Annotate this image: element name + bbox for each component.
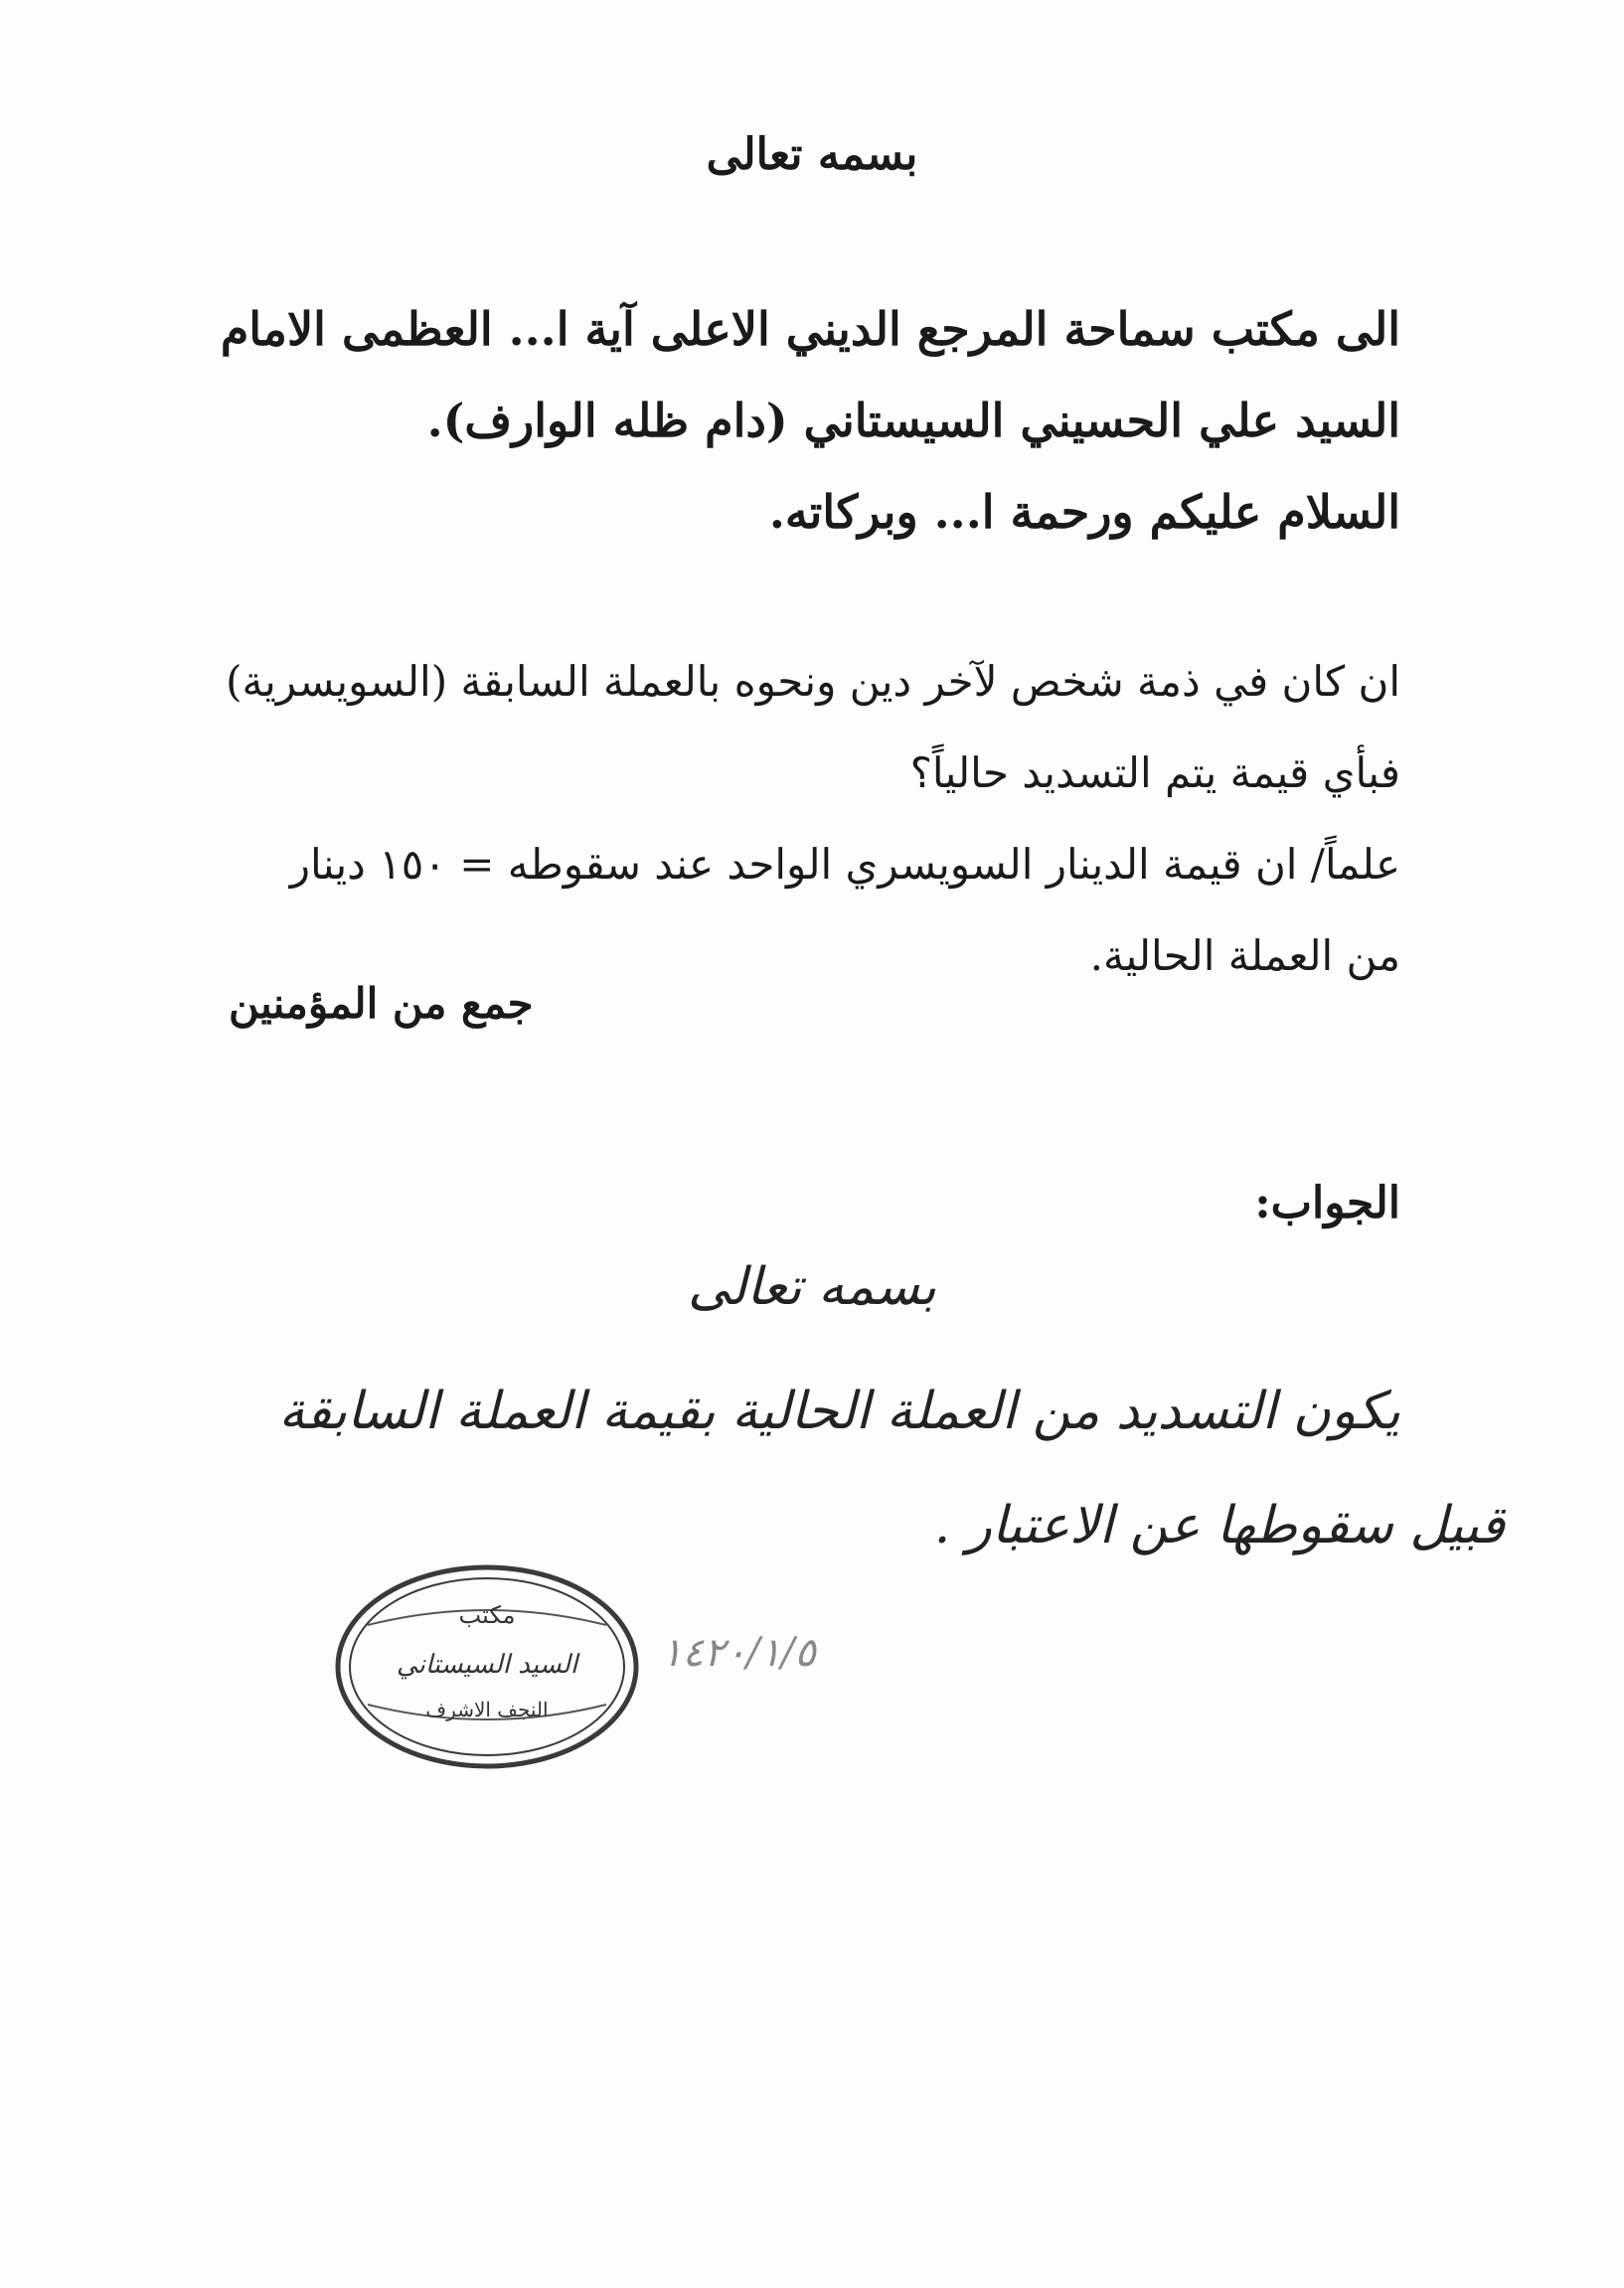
signoff: جمع من المؤمنين [229,979,534,1028]
question-block [208,636,1400,1002]
addressee-line: الى مكتب سماحة المرجع الديني الاعلى آية ا... العظمى الامام [220,302,1400,356]
addressee-block [208,283,1400,558]
greeting-line: السلام عليكم ورحمة ا... وبركاته. [768,485,1400,539]
page-header-bismillah: بسمه تعالى [706,129,918,180]
answer-date: ١٤٢٠/١/٥ [661,1630,816,1676]
answer-label: الجواب: [1254,1178,1400,1228]
office-seal-stamp [328,1555,646,1774]
handwritten-answer-line: قبيل سقوطها عن الاعتبار . [933,1496,1505,1555]
handwritten-bismillah: بسمه تعالى [688,1257,936,1317]
question-line: علماً/ ان قيمة الدينار السويسري الواحد عند سقوطه = ١٥٠ دينار [289,840,1400,889]
seal-text-top: مكتب [458,1601,516,1629]
seal-text-bottom: النجف الاشرف [425,1698,549,1721]
question-line: من العملة الحالية. [1089,931,1400,980]
addressee-line: السيد علي الحسيني السيستاني (دام ظله الوارف). [426,394,1400,447]
question-line: فبأي قيمة يتم التسديد حالياً؟ [909,748,1400,797]
handwritten-answer-line: يكون التسديد من العملة الحالية بقيمة العملة السابقة [278,1382,1400,1441]
question-line: ان كان في ذمة شخص لآخر دين ونحوه بالعملة السابقة (السويسرية) [226,657,1400,706]
seal-text-middle: السيد السيستاني [396,1650,578,1680]
